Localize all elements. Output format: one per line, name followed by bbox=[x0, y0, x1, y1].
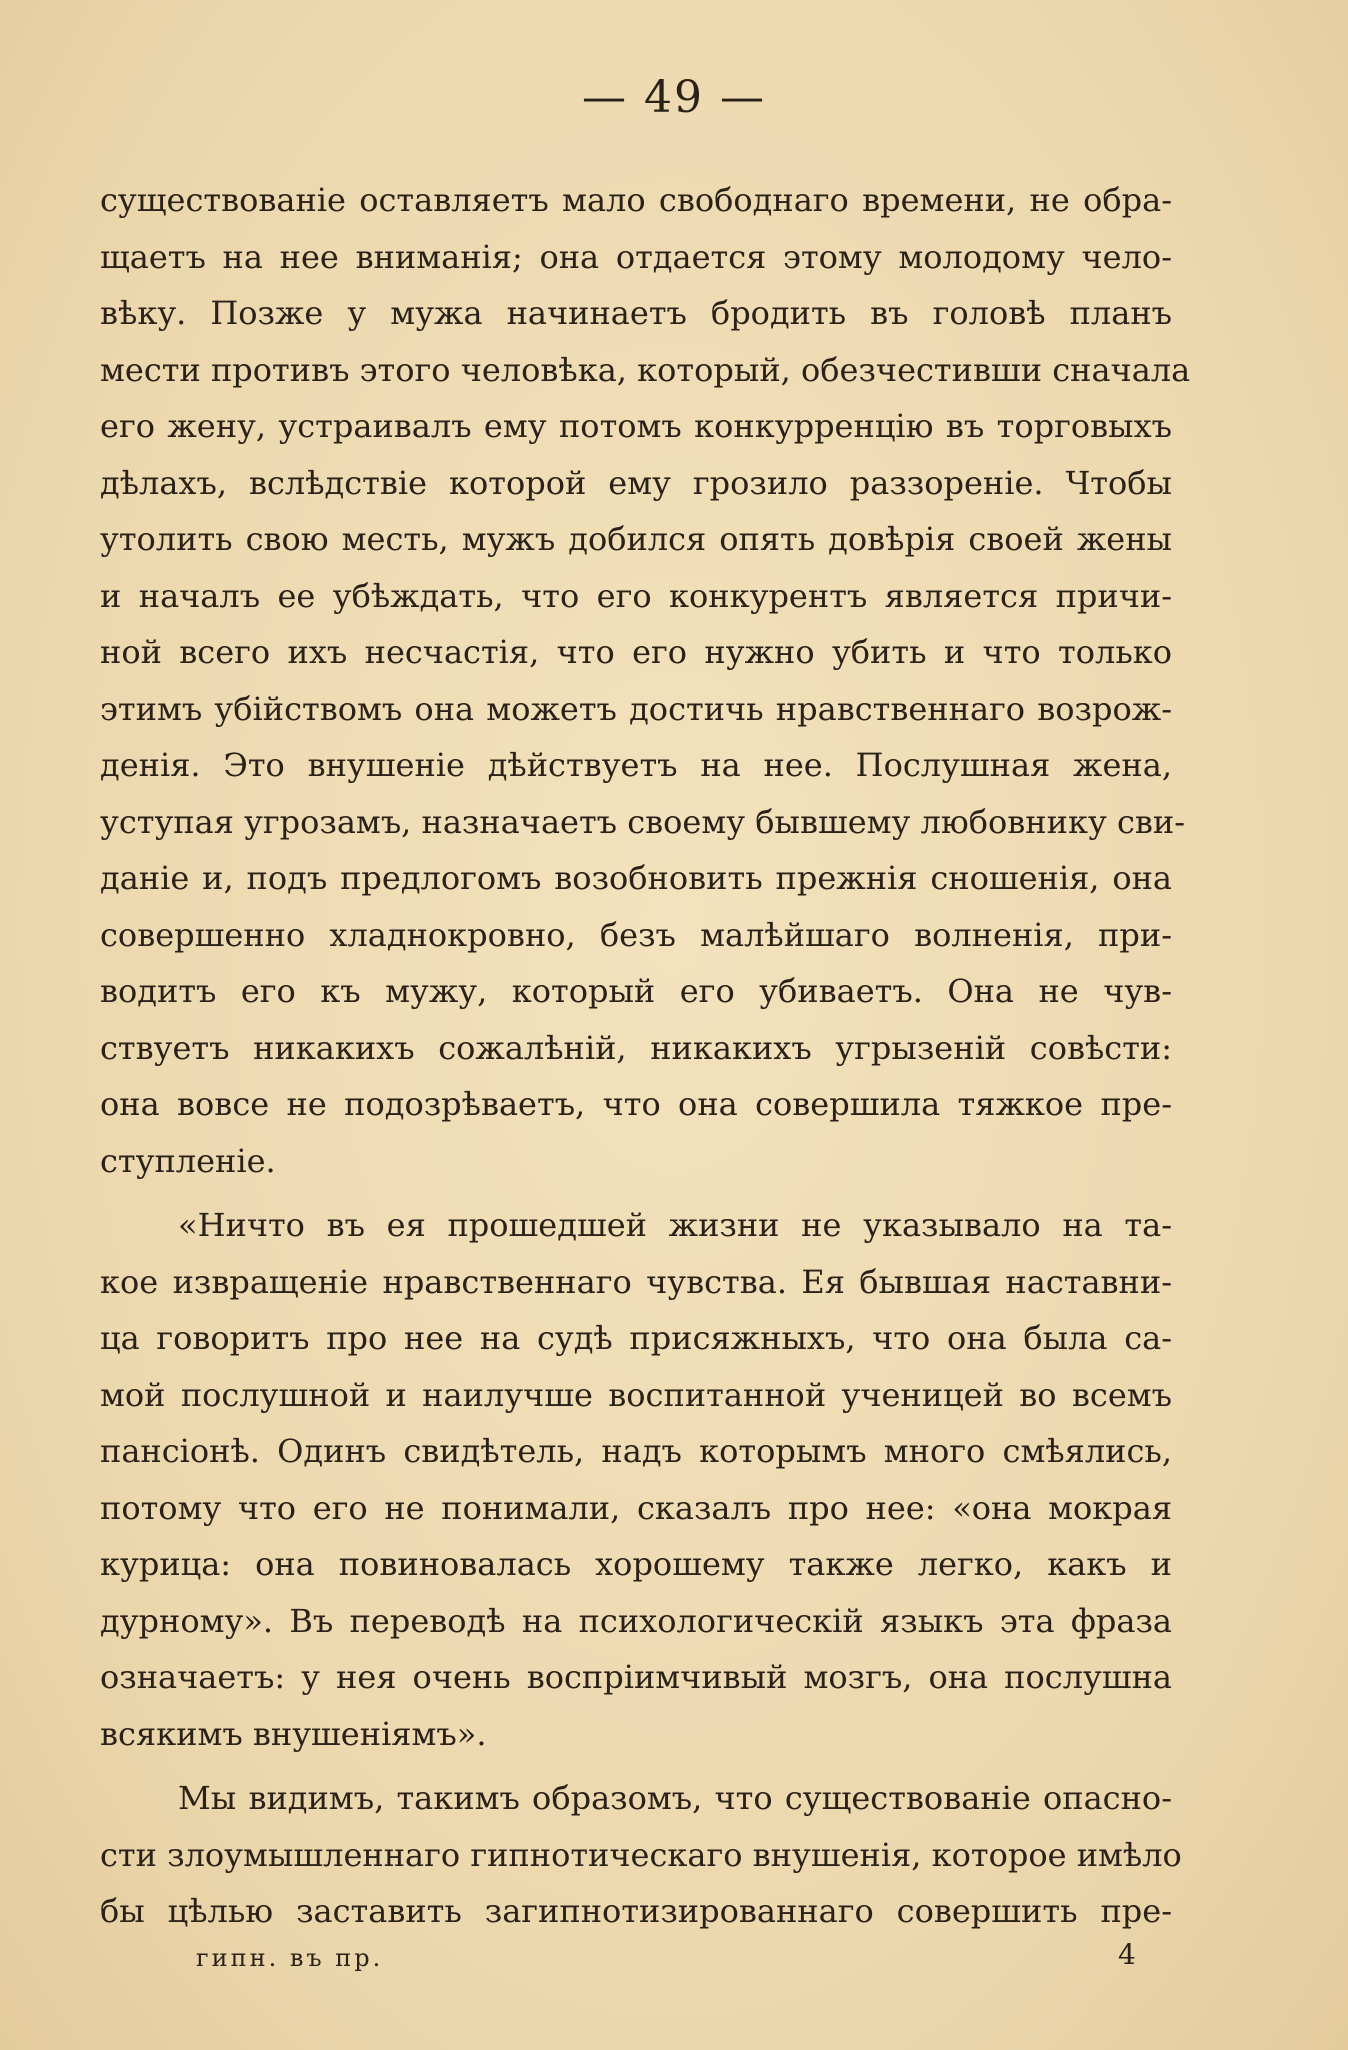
page-number: — 49 — bbox=[582, 72, 766, 123]
text-line: ной всего ихъ несчастія, что его нужно убить и что только bbox=[100, 633, 1172, 671]
text-line: всякимъ внушеніямъ». bbox=[100, 1714, 487, 1753]
text-line: пансіонѣ. Одинъ свидѣтель, надъ которымъ много смѣялись, bbox=[100, 1432, 1172, 1470]
paragraph-gap bbox=[100, 1189, 1172, 1197]
text-line: Мы видимъ, такимъ образомъ, что существованіе опасно- bbox=[178, 1779, 1172, 1817]
text-line: ствуетъ никакихъ сожалѣній, никакихъ угрызеній совѣсти: bbox=[100, 1028, 1172, 1067]
text-line: бы цѣлью заставить загипнотизированнаго совершить пре- bbox=[100, 1892, 1172, 1930]
printer-signature: гипн. въ пр. bbox=[196, 1944, 384, 1972]
text-line: совершенно хладнокровно, безъ малѣйшаго волненія, при- bbox=[100, 915, 1172, 954]
text-line: даніе и, подъ предлогомъ возобновить прежнія сношенія, она bbox=[100, 859, 1172, 897]
text-line: она вовсе не подозрѣваетъ, что она совершила тяжкое пре- bbox=[100, 1085, 1172, 1123]
text-line: «Ничто въ ея прошедшей жизни не указывало на та- bbox=[178, 1206, 1172, 1244]
text-line: водитъ его къ мужу, который его убиваетъ. Она не чув- bbox=[100, 972, 1172, 1010]
text-line: мой послушной и наилучше воспитанной ученицей во всемъ bbox=[100, 1375, 1172, 1414]
text-line: денія. Это внушеніе дѣйствуетъ на нее. Послушная жена, bbox=[100, 746, 1172, 784]
text-line: дѣлахъ, вслѣдствіе которой ему грозило раззореніе. Чтобы bbox=[100, 463, 1172, 502]
text-line: курица: она повиновалась хорошему также легко, какъ и bbox=[100, 1545, 1172, 1583]
text-line: ступленіе. bbox=[100, 1141, 276, 1180]
text-line: утолить свою месть, мужъ добился опять довѣрія своей жены bbox=[100, 520, 1172, 558]
text-line: этимъ убійствомъ она можетъ достичь нравственнаго возрож- bbox=[100, 689, 1172, 728]
body-text bbox=[100, 172, 1191, 1940]
text-line: сти злоумышленнаго гипнотическаго внушенія, которое имѣло bbox=[100, 1835, 1182, 1874]
text-line: ца говоритъ про нее на судѣ присяжныхъ, что она была са- bbox=[100, 1319, 1172, 1357]
text-line: щаетъ на нее вниманія; она отдается этому молодому чело- bbox=[100, 237, 1172, 276]
paragraph-gap bbox=[100, 1762, 1172, 1770]
text-line: кое извращеніе нравственнаго чувства. Ея бывшая наставни- bbox=[100, 1262, 1172, 1301]
text-line: и началъ ее убѣждать, что его конкурентъ является причи- bbox=[100, 576, 1172, 615]
text-line: потому что его не понимали, сказалъ про нее: «она мокрая bbox=[100, 1488, 1172, 1527]
text-line: мести противъ этого человѣка, который, обезчестивши сначала bbox=[100, 350, 1191, 389]
text-line: дурному». Въ переводѣ на психологическій языкъ эта фраза bbox=[100, 1601, 1172, 1640]
text-line: его жену, устраивалъ ему потомъ конкурренцію въ торговыхъ bbox=[100, 407, 1172, 445]
sheet-number: 4 bbox=[1118, 1938, 1136, 1971]
text-line: вѣку. Позже у мужа начинаетъ бродить въ головѣ планъ bbox=[100, 294, 1172, 332]
text-line: уступая угрозамъ, назначаетъ своему бывшему любовнику сви- bbox=[100, 802, 1186, 841]
text-line: означаетъ: у нея очень воспріимчивый мозгъ, она послушна bbox=[100, 1658, 1172, 1696]
text-line: существованіе оставляетъ мало свободнаго времени, не обра- bbox=[100, 181, 1172, 219]
